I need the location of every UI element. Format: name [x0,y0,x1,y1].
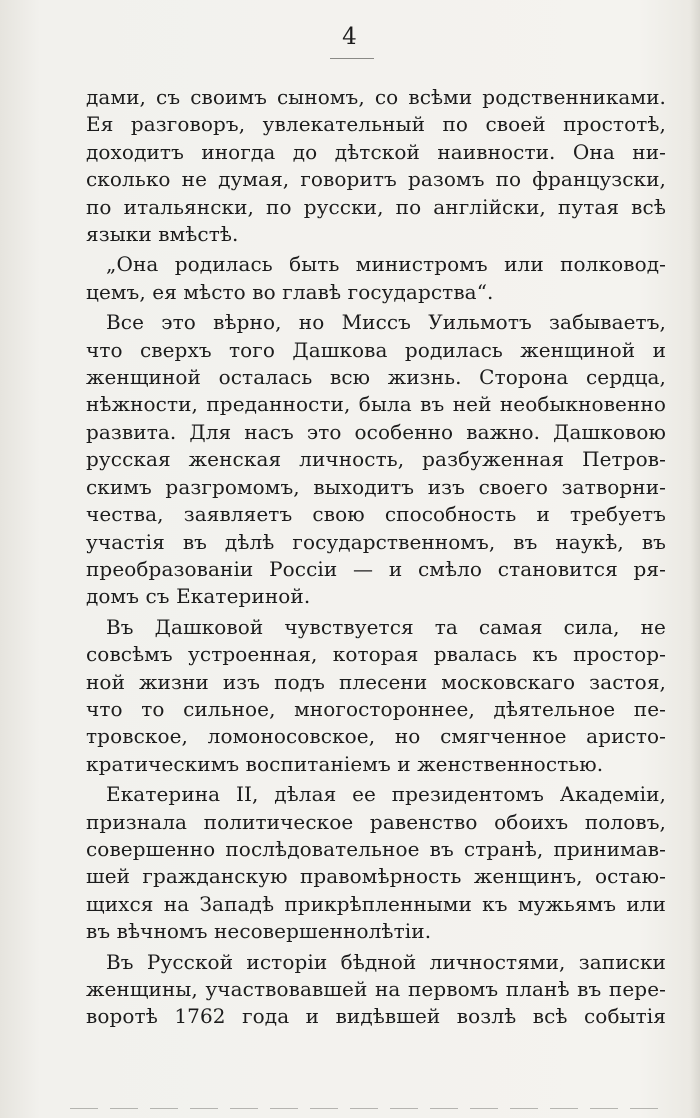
text-line: языки вмѣстѣ. [86,222,239,247]
text-line: чества, заявляетъ свою способность и требуетъ [86,502,666,527]
text-line: скимъ разгромомъ, выходитъ изъ своего затворни- [86,474,666,499]
body-text [86,84,666,1031]
text-line: по итальянски, по русски, по англійски, путая всѣ [86,194,666,219]
text-line: что сверхъ того Дашкова родилась женщиной и [86,337,666,362]
text-line: щихся на Западѣ прикрѣпленными къ мужьямъ или [86,891,666,916]
text-line: Ея разговоръ, увлекательный по своей простотѣ, [86,112,666,137]
paragraph-1 [86,84,666,248]
text-line: домъ съ Екатериной. [86,584,311,609]
paragraph-4 [86,614,666,778]
text-line: дами, съ своимъ сыномъ, со всѣми родственниками. [86,85,666,109]
paragraph-2 [86,251,666,306]
text-line: тровское, ломоносовское, но смягченное аристо- [86,724,666,749]
bottom-edge-rule [70,1108,670,1109]
text-line: ной жизни изъ подъ плесени московскаго застоя, [86,669,666,694]
text-line: женщиной осталась всю жизнь. Сторона сердца, [86,365,666,390]
text-line: воротѣ 1762 года и видѣвшей возлѣ всѣ событія [86,1004,666,1029]
paragraph-5 [86,781,666,945]
page-number: 4 [342,24,358,50]
text-line: совершенно послѣдовательное въ странѣ, принимав- [86,836,666,861]
paragraph-3 [86,309,666,610]
text-line: сколько не думая, говоритъ разомъ по французски, [86,167,666,192]
text-line: преобразованіи Россіи — и смѣло становится ря- [86,556,666,581]
page-number-underline [330,58,374,59]
text-line: Екатерина II, дѣлая ее президентомъ Академіи, [106,782,666,807]
text-line: Въ Русской исторіи бѣдной личностями, записки [106,949,666,974]
text-line: признала политическое равенство обоихъ половъ, [86,809,666,834]
text-line: что то сильное, многостороннее, дѣятельное пе- [86,696,666,721]
text-line: цемъ, ея мѣсто во главѣ государства“. [86,279,494,304]
text-line: русская женская личность, разбуженная Петров- [86,447,666,472]
text-line: „Она родилась быть министромъ или полковод- [106,252,666,277]
text-line: совсѣмъ устроенная, которая рвалась къ простор- [86,642,666,667]
text-line: Въ Дашковой чувствуется та самая сила, не [106,614,666,639]
text-line: кратическимъ воспитаніемъ и женственностью. [86,751,604,776]
text-line: женщины, участвовавшей на первомъ планѣ въ пере- [86,977,666,1001]
text-line: въ вѣчномъ несовершеннолѣтіи. [86,919,432,944]
text-line: доходитъ иногда до дѣтской наивности. Она ни- [86,139,666,164]
text-line: Все это вѣрно, но Миссъ Уильмотъ забываетъ, [106,310,666,335]
text-line: шей гражданскую правомѣрность женщинъ, остаю- [86,864,666,889]
text-line: развита. Для насъ это особенно важно. Дашковою [86,419,666,444]
text-line: нѣжности, преданности, была въ ней необыкновенно [86,392,666,417]
paragraph-6 [86,949,666,1031]
text-line: участія въ дѣлѣ государственномъ, въ наукѣ, въ [86,529,666,554]
